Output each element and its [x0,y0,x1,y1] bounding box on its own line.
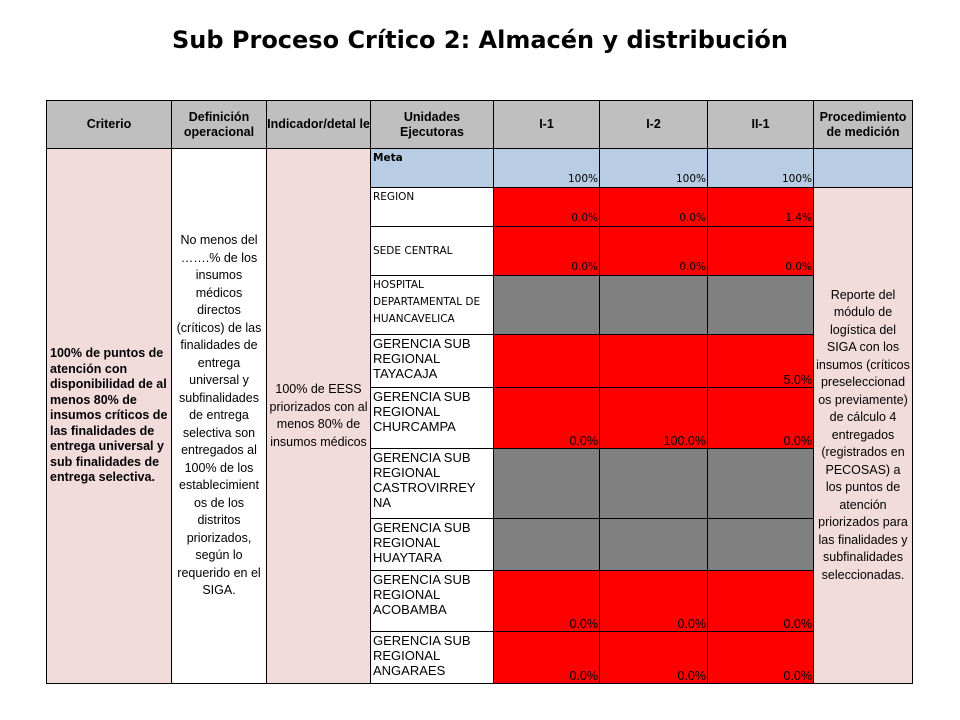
header-definicion: Definición operacional [172,101,267,149]
value-ii1: 0.0% [708,571,814,632]
header-criterio: Criterio [47,101,172,149]
value-i2: 0.0% [600,227,708,276]
unit-cell: REGION [371,188,494,227]
value-ii1: 100% [708,149,814,188]
unit-cell: Meta [371,149,494,188]
value-i1: 100% [494,149,600,188]
value-ii1 [708,519,814,571]
definicion-cell: No menos del …….% de los insumos médicos directos (críticos) de las finalidades de entrega universal y subfinalidades de entrega selectiva son entregados al 100% de los establecimient os de los distritos priorizados, según lo requerido en el SIGA. [172,149,267,684]
value-i2: 0.0% [600,632,708,684]
header-procedimiento: Procedimiento de medición [814,101,913,149]
value-i2 [600,519,708,571]
value-i1 [494,276,600,335]
header-indicador: Indicador/detal le [267,101,371,149]
value-ii1: 0.0% [708,227,814,276]
value-ii1: 1.4% [708,188,814,227]
value-i1 [494,449,600,519]
unit-cell: HOSPITAL DEPARTAMENTAL DE HUANCAVELICA [371,276,494,335]
value-ii1: 0.0% [708,388,814,449]
value-ii1: 0.0% [708,632,814,684]
unit-cell: GERENCIA SUB REGIONAL CHURCAMPA [371,388,494,449]
value-i1: 0.0% [494,388,600,449]
value-i2: 0.0% [600,188,708,227]
header-i1: I-1 [494,101,600,149]
unit-cell: GERENCIA SUB REGIONAL HUAYTARA [371,519,494,571]
value-i1: 0.0% [494,571,600,632]
table-row [47,149,913,188]
page-title: Sub Proceso Crítico 2: Almacén y distribución [171,26,789,54]
unit-cell: GERENCIA SUB REGIONAL TAYACAJA [371,335,494,388]
value-i2 [600,449,708,519]
value-ii1: 5.0% [708,335,814,388]
value-i1 [494,335,600,388]
unit-cell: GERENCIA SUB REGIONAL ACOBAMBA [371,571,494,632]
criterio-cell: 100% de puntos de atención con disponibilidad de al menos 80% de insumos críticos de las finalidades de entrega universal y sub finalidades de entrega selectiva. [47,149,172,684]
header-i2: I-2 [600,101,708,149]
value-i2 [600,276,708,335]
value-i1: 0.0% [494,632,600,684]
procedimiento-cell: Reporte del módulo de logística del SIGA con los insumos (críticos preseleccionad os previamente) de cálculo 4 entregados (registrados en PECOSAS) a los puntos de atención priorizados para las finalidades y subfinalidades seleccionadas. [814,188,913,684]
value-i2: 100% [600,149,708,188]
value-ii1 [708,449,814,519]
header-ii1: II-1 [708,101,814,149]
unit-cell: GERENCIA SUB REGIONAL ANGARAES [371,632,494,684]
value-i2: 0.0% [600,571,708,632]
header-row [47,101,913,149]
indicador-cell: 100% de EESS priorizados con al menos 80% de insumos médicos [267,149,371,684]
value-i2: 100.0% [600,388,708,449]
unit-cell: SEDE CENTRAL [371,227,494,276]
critical-process-table [46,100,913,684]
unit-cell: GERENCIA SUB REGIONAL CASTROVIRREY NA [371,449,494,519]
value-i1: 0.0% [494,227,600,276]
value-i1: 0.0% [494,188,600,227]
value-ii1 [708,276,814,335]
value-i2 [600,335,708,388]
header-unidades: Unidades Ejecutoras [371,101,494,149]
procedimiento-meta-cell [814,149,913,188]
value-i1 [494,519,600,571]
